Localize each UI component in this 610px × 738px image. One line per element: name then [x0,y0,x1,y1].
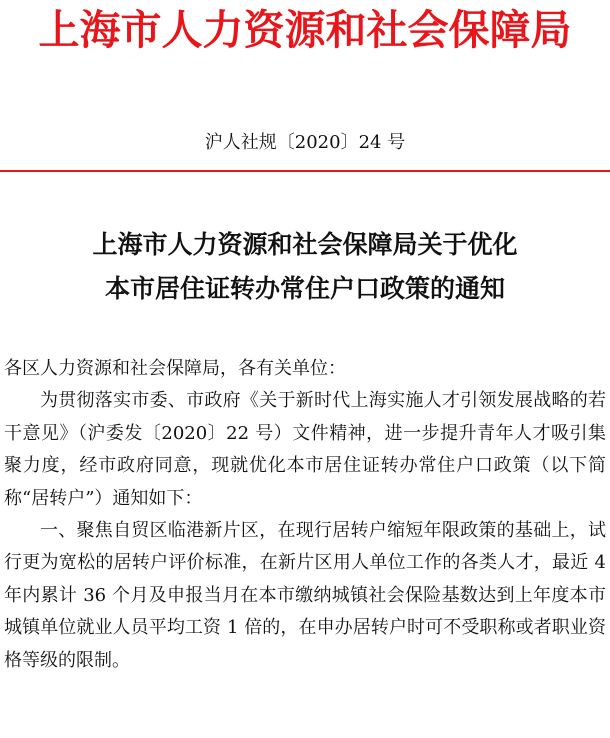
document-number: 沪人社规〔2020〕24 号 [204,132,406,153]
body-paragraph: 为贯彻落实市委、市政府《关于新时代上海实施人才引领发展战略的若干意见》（沪委发〔2020〕22 号）文件精神，进一步提升青年人才吸引集聚力度，经市政府同意，现就优化本市居住证转办常住户口政策（以下简称“居转户”）通知如下： [4,390,606,509]
issuing-authority-header: 上海市人力资源和社会保障局 [38,6,572,54]
document-body [4,353,606,677]
body-paragraph: 一、聚焦自贸区临港新片区，在现行居转户缩短年限政策的基础上，试行更为宽松的居转户评价标准，在新片区用人单位工作的各类人才，最近 4 年内累计 36 个月及申报当月在本市缴纳城镇社会保险基数达到上年度本市城镇单位就业人员平均工资 1 倍的，在申办居转户时可不受职称或者职业资格等级的限制。 [4,520,606,671]
red-divider-line [0,170,610,172]
title-line-1: 上海市人力资源和社会保障局关于优化 [92,230,518,259]
title-line-2: 本市居住证转办常住户口政策的通知 [104,274,505,303]
document-title [0,223,610,311]
salutation: 各区人力资源和社会保障局，各有关单位： [4,358,346,379]
